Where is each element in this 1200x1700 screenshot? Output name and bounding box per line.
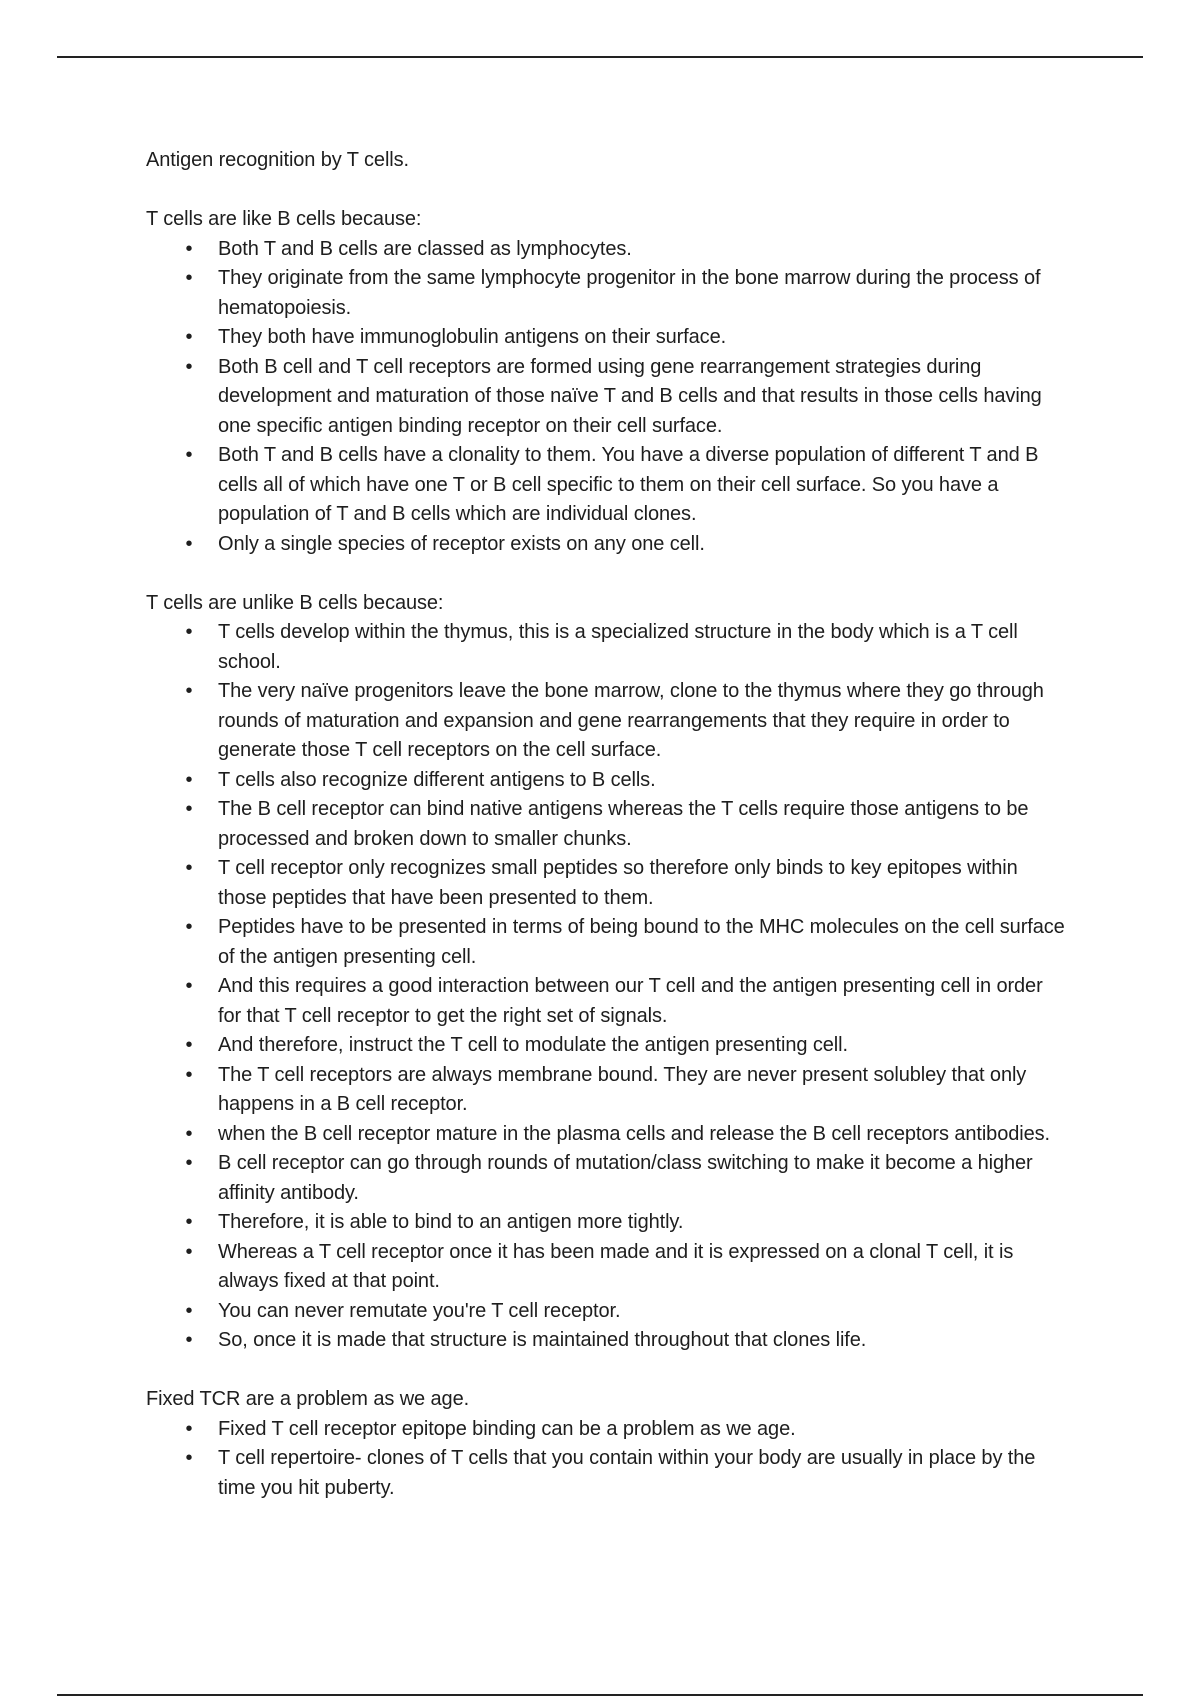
document-title: Antigen recognition by T cells. [146, 149, 409, 171]
list-item [146, 1238, 1066, 1297]
bullet-icon: • [185, 1063, 193, 1086]
list-item-text: Therefore, it is able to bind to an antigen more tightly. [218, 1211, 684, 1233]
list-item-text: T cells develop within the thymus, this is a specialized structure in the body which is a T cell school. [218, 621, 1018, 673]
section-differences [146, 589, 1066, 1356]
bullet-icon: • [185, 267, 193, 289]
list-item [146, 353, 1066, 442]
section-fixed-tcr [146, 1385, 1066, 1503]
bullet-icon: • [185, 444, 193, 466]
list-item [146, 1444, 1066, 1503]
list-item [146, 1415, 1066, 1445]
bullet-icon: • [185, 621, 193, 643]
bullet-list [146, 1415, 1066, 1504]
list-item-text: The B cell receptor can bind native antigens whereas the T cells require those antigens to be processed and broken down to smaller chunks. [218, 798, 1029, 850]
list-item [146, 323, 1066, 353]
bullet-icon: • [185, 1417, 193, 1440]
list-item [146, 766, 1066, 796]
list-item-text: Both T and B cells are classed as lymphocytes. [218, 237, 632, 260]
list-item [146, 264, 1066, 323]
bullet-icon: • [185, 680, 193, 702]
list-item-text: The T cell receptors are always membrane bound. They are never present solubley that only happens in a B cell receptor. [218, 1063, 1027, 1115]
document-body [146, 146, 1066, 1503]
spacer [146, 559, 1066, 589]
bullet-list [146, 235, 1066, 560]
bullet-icon: • [185, 1152, 193, 1174]
list-item [146, 913, 1066, 972]
list-item-text: T cell receptor only recognizes small peptides so therefore only binds to key epitopes within those peptides that have been presented to them. [218, 857, 1018, 909]
header-rule [57, 56, 1143, 58]
list-item-text: They originate from the same lymphocyte progenitor in the bone marrow during the process of hematopoiesis. [218, 267, 1041, 319]
list-item [146, 1149, 1066, 1208]
list-item [146, 235, 1066, 265]
bullet-icon: • [185, 1034, 193, 1056]
section-heading: T cells are like B cells because: [146, 208, 422, 230]
bullet-icon: • [185, 857, 193, 879]
list-item [146, 1208, 1066, 1238]
list-item-text: They both have immunoglobulin antigens on their surface. [218, 326, 727, 348]
spacer [146, 1356, 1066, 1386]
list-item-text: And this requires a good interaction between our T cell and the antigen presenting cell in order for that T cell receptor to get the right set of signals. [218, 975, 1043, 1027]
list-item [146, 1326, 1066, 1356]
list-item-text: T cell repertoire- clones of T cells that you contain within your body are usually in place by the time you hit puberty. [218, 1447, 1036, 1499]
list-item-text: B cell receptor can go through rounds of mutation/class switching to make it become a higher affinity antibody. [218, 1152, 1033, 1204]
list-item-text: Fixed T cell receptor epitope binding can be a problem as we age. [218, 1417, 796, 1440]
list-item-text: Both B cell and T cell receptors are formed using gene rearrangement strategies during development and maturation of those naïve T and B cells and that results in those cells having one specific antigen binding receptor on their cell surface. [218, 355, 1042, 437]
bullet-icon: • [185, 1447, 193, 1469]
bullet-list [146, 618, 1066, 1356]
bullet-icon: • [185, 1299, 193, 1322]
section-heading: T cells are unlike B cells because: [146, 591, 444, 614]
spacer [146, 176, 1066, 206]
bullet-icon: • [185, 1240, 193, 1263]
list-item [146, 1031, 1066, 1061]
list-item [146, 618, 1066, 677]
list-item [146, 795, 1066, 854]
bullet-icon: • [185, 237, 193, 260]
list-item-text: You can never remutate you're T cell receptor. [218, 1299, 621, 1322]
bullet-icon: • [185, 355, 193, 378]
bullet-icon: • [185, 768, 193, 791]
list-item [146, 1297, 1066, 1327]
list-item-text: Peptides have to be presented in terms of being bound to the MHC molecules on the cell surface of the antigen presenting cell. [218, 916, 1065, 968]
list-item [146, 854, 1066, 913]
list-item [146, 1120, 1066, 1150]
bullet-icon: • [185, 975, 193, 997]
section-similarities [146, 205, 1066, 559]
bullet-icon: • [185, 1329, 193, 1351]
bullet-icon: • [185, 916, 193, 938]
list-item-text: Both T and B cells have a clonality to them. You have a diverse population of different T and B cells all of which have one T or B cell specific to them on their cell surface. So you have a population of T and B cells which are individual clones. [218, 444, 1039, 525]
bullet-icon: • [185, 1122, 193, 1145]
bullet-icon: • [185, 798, 193, 820]
list-item [146, 530, 1066, 560]
list-item [146, 972, 1066, 1031]
list-item-text: Whereas a T cell receptor once it has been made and it is expressed on a clonal T cell, it is always fixed at that point. [218, 1240, 1014, 1292]
list-item-text: And therefore, instruct the T cell to modulate the antigen presenting cell. [218, 1034, 848, 1056]
list-item [146, 1061, 1066, 1120]
bullet-icon: • [185, 1211, 193, 1233]
section-heading: Fixed TCR are a problem as we age. [146, 1388, 470, 1410]
list-item-text: The very naïve progenitors leave the bone marrow, clone to the thymus where they go through rounds of maturation and expansion and gene rearrangements that they require in order to generate those T cell receptors on the cell surface. [218, 680, 1044, 761]
list-item-text: Only a single species of receptor exists on any one cell. [218, 532, 705, 555]
bullet-icon: • [185, 532, 193, 555]
list-item [146, 677, 1066, 766]
list-item-text: when the B cell receptor mature in the plasma cells and release the B cell receptors antibodies. [218, 1122, 1050, 1145]
list-item [146, 441, 1066, 530]
list-item-text: T cells also recognize different antigens to B cells. [218, 768, 656, 791]
list-item-text: So, once it is made that structure is maintained throughout that clones life. [218, 1329, 867, 1351]
bullet-icon: • [185, 326, 193, 348]
footer-rule [57, 1694, 1143, 1696]
